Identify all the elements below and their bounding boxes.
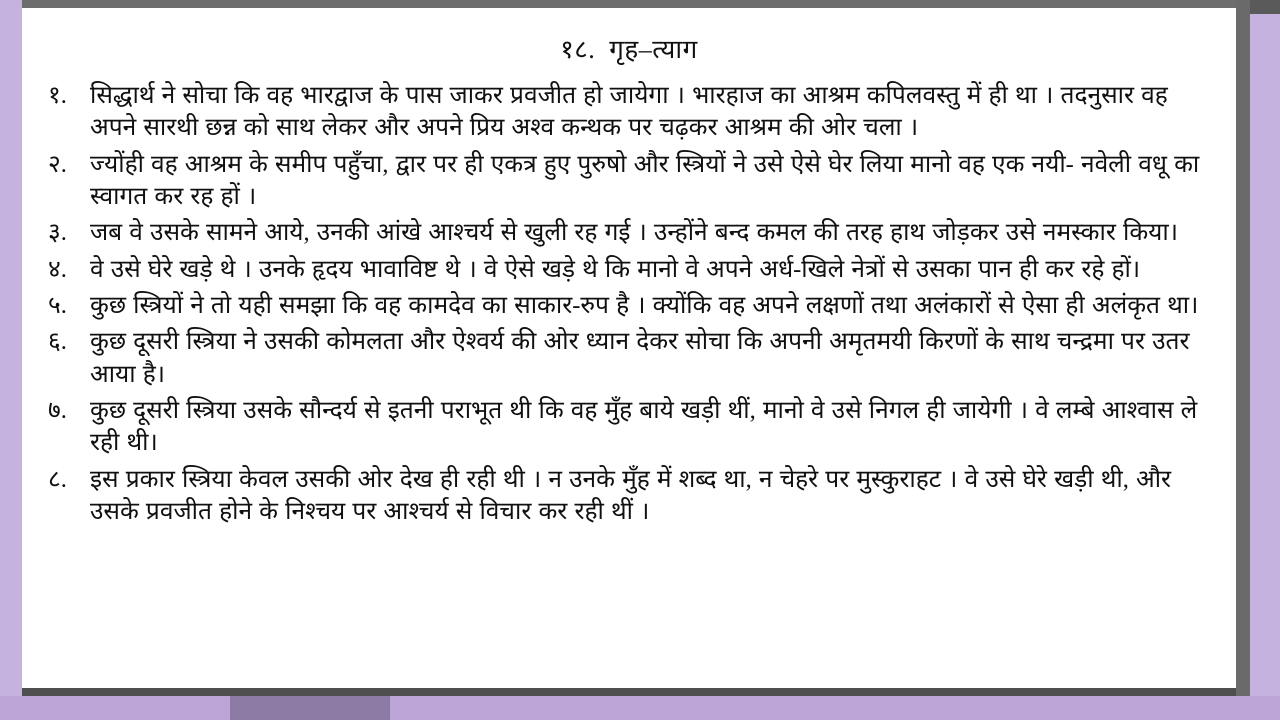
list-item-number: ४. [48,255,67,283]
list-item [48,464,1210,529]
list-item [48,326,1210,391]
page-border-bottom [0,696,1280,720]
list-item-text: कुछ दूसरी स्त्रिया उसके सौन्दर्य से इतनी पराभूत थी कि वह मुँह बाये खड़ी थीं, मानो वे उसे निगल ही जायेगी । वे लम्बे आश्वास ले रही थी। [90,396,1205,457]
list-item-number: २. [48,150,67,178]
list-item-text: कुछ स्त्रियों ने तो यही समझा कि वह कामदेव का साकार-रुप है । क्योंकि वह अपने लक्षणों तथा अलंकारों से ऐसा ही अलंकृत था। [90,291,1199,319]
page-corner-top-right [1250,0,1280,14]
list-item-number: ३. [48,219,67,247]
page-title: १८. गृह–त्याग [560,35,698,64]
list-item [48,290,1210,322]
list-item [48,149,1210,214]
list-item-text: कुछ दूसरी स्त्रिया ने उसकी कोमलता और ऐश्वर्य की ओर ध्यान देकर सोचा कि अपनी अमृतमयी किरणों के साथ चन्द्रमा पर उतर आया है। [90,328,1197,388]
list-item-text: ज्योंही वह आश्रम के समीप पहुँचा, द्वार पर ही एकत्र हुए पुरुषो और स्त्रियों ने उसे ऐसे घेर लिया मानो वह एक नयी- नवेली वधू का स्वागत कर रह हों । [90,150,1207,210]
page-right-gutter [1236,0,1250,720]
page-top-shadow [22,0,1250,8]
list-item [48,254,1210,286]
list-item-number: १. [48,82,67,109]
list-item-number: ५. [48,291,67,319]
list-item-text: इस प्रकार स्त्रिया केवल उसकी ओर देख ही रही थी । न उनके मुँह में शब्द था, न चेहरे पर मुस्कुराहट । वे उसे घेरे खड़ी थी, और उसके प्रवजीत होने के निश्चय पर आश्चर्य से विचार कर रही थीं । [90,465,1179,525]
list-item-number: ८. [48,465,67,493]
list-item [48,80,1210,145]
page-border-right [1250,0,1280,720]
list-item-text: जब वे उसके सामने आये, उनकी आंखे आश्चर्य से खुली रह गई । उन्होंने बन्द कमल की तरह हाथ जोड़कर उसे नमस्कार किया। [90,219,1178,247]
list-item-text: वे उसे घेरे खड़े थे । उनके हृदय भावाविष्ट थे । वे ऐसे खड़े थे कि मानो वे अपने अर्ध-खिले नेत्रों से उसका पान ही कर रहे हों। [90,255,1141,283]
document-page [22,8,1236,688]
page-border-left [0,0,22,720]
page-bottom-marker [230,696,390,720]
list-item [48,217,1210,249]
list-item-number: ६. [48,328,67,356]
list-item-text: सिद्धार्थ ने सोचा कि वह भारद्वाज के पास जाकर प्रवजीत हो जायेगा । भारहाज का आश्रम कपिलवस्तु में ही था । तदनुसार वह अपने सारथी छन्न को साथ लेकर और अपने प्रिय अश्व कन्थक पर चढ़कर आश्रम की ओर चला । [90,82,1175,142]
list-item [48,395,1210,460]
list-item-number: ७. [48,396,67,424]
